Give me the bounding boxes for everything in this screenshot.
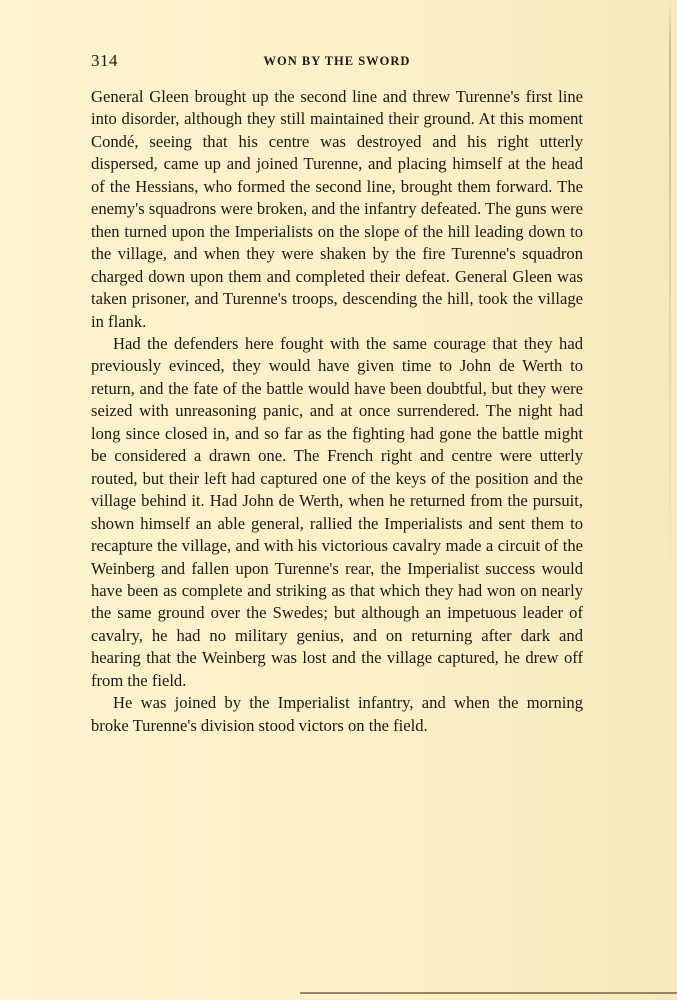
paragraph-2: Had the defenders here fought with the same courage that they had previously evinced, they would have given time to John de Werth to return, and the fate of the battle would have been doubtful, but they were seized with unreasoning panic, and at once surrendered. The night had long since closed in, and so far as the fighting had gone the battle might be considered a drawn one. The French right and centre were utterly routed, but their left had captured one of the keys of the position and the village behind it. Had John de Werth, when he returned from the pursuit, shown himself an able general, rallied the Imperialists and sent them to recapture the village, and with his victorious cavalry made a circuit of the Weinberg and fallen upon Turenne's rear, the Imperialist success would have been as complete and striking as that which they had won on nearly the same ground over the Swedes; but although an impetuous leader of cavalry, he had no military genius, and on returning after dark and hearing that the Weinberg was lost and the village captured, he drew off from the field. xyxy=(91,333,583,690)
page-number: 314 xyxy=(91,51,118,70)
body-text xyxy=(91,86,583,737)
page-bottom-rule xyxy=(300,992,677,994)
paragraph-1: General Gleen brought up the second line and threw Turenne's first line into disorder, although they still maintained their ground. At this moment Condé, seeing that his centre was destroyed and his right utterly dispersed, came up and joined Turenne, and placing himself at the head of the Hessians, who formed the second line, brought them forward. The enemy's squadrons were broken, and the infantry defeated. The guns were then turned upon the Imperialists on the slope of the hill leading down to the village, and when they were shaken by the fire Turenne's squadron charged down upon them and completed their defeat. General Gleen was taken prisoner, and Turenne's troops, descending the hill, took the village in flank. xyxy=(91,87,583,331)
page-header xyxy=(91,51,583,73)
paragraph-3: He was joined by the Imperialist infantry, and when the morning broke Turenne's division stood victors on the field. xyxy=(91,693,583,735)
running-head: WON BY THE SWORD xyxy=(263,54,411,68)
page-edge-shadow xyxy=(669,0,671,1000)
